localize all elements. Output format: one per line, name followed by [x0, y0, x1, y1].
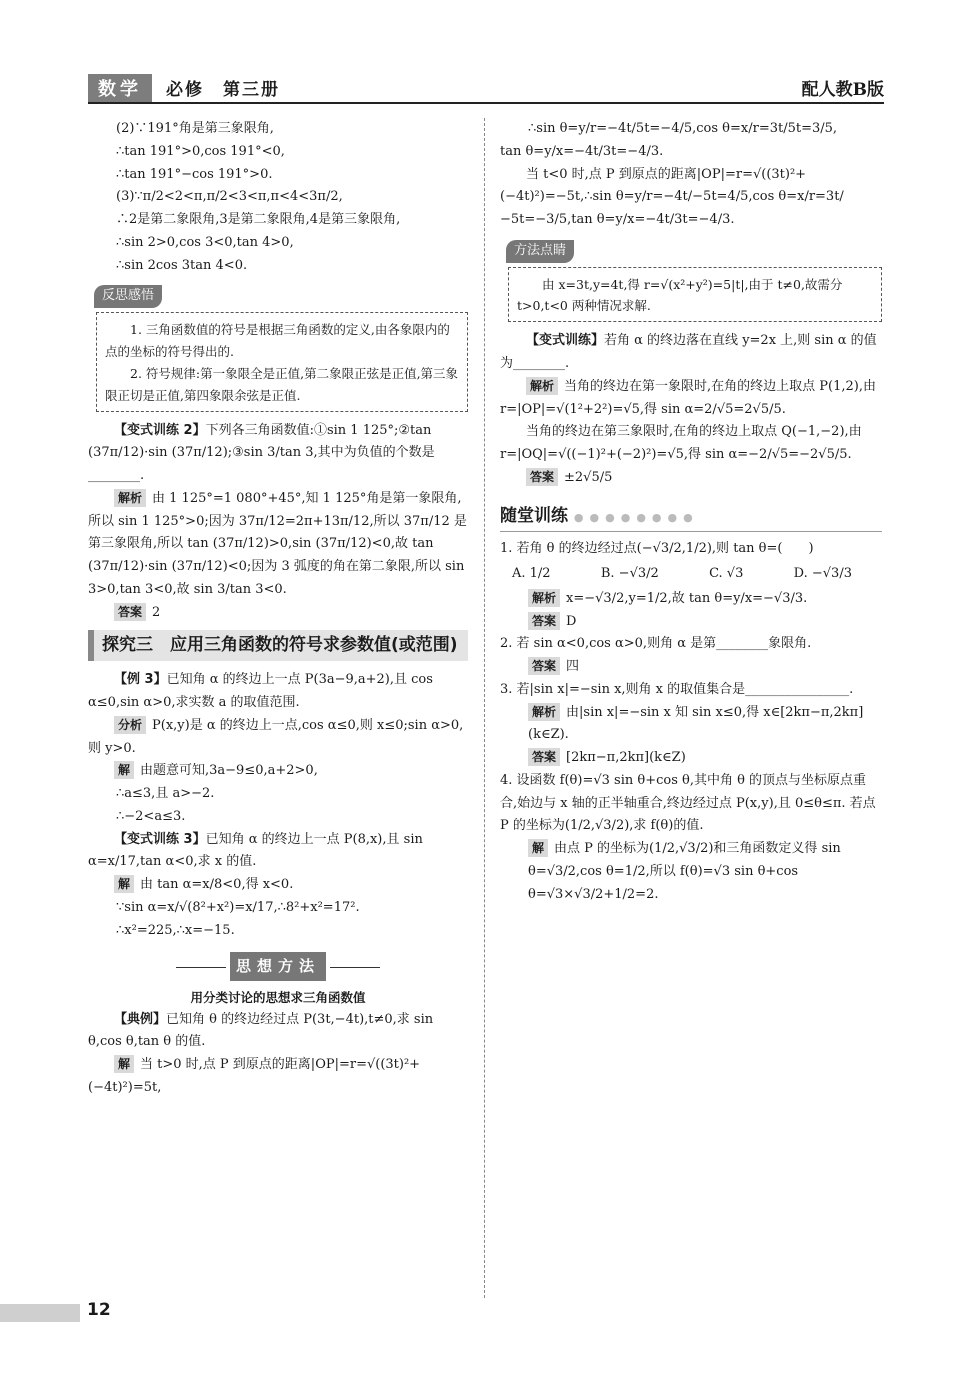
answer-label: 答案: [528, 657, 560, 675]
analysis-label: 解析: [528, 703, 560, 721]
decorative-dots: ●●●●●●●●: [573, 510, 699, 524]
q1-answer-value: D: [566, 613, 577, 629]
column-divider: [484, 118, 485, 1298]
tip-text: 由 x=3t,y=4t,得 r=√(x²+y²)=5|t|,由于 t≠0,故需分 t>0,t<0 两种情况求解.: [517, 276, 843, 314]
example3-analysis: [88, 715, 468, 761]
typical-text: 已知角 θ 的终边经过点 P(3t,−4t),t≠0,求 sin θ,cos θ,tan θ 的值.: [88, 1011, 434, 1050]
text-line: tan θ=y/x=−4t/3t=−4/3.: [500, 143, 664, 159]
variant-title: 【变式训练】: [526, 333, 605, 349]
tip-tag: 方法点睛: [506, 240, 574, 263]
option-c: C. √3: [709, 566, 744, 581]
page-header: [88, 68, 884, 104]
reflect-box: [96, 312, 468, 412]
subject-badge: 数学: [88, 74, 152, 102]
text-line: 当角的终边在第三象限时,在角的终边上取点 Q(−1,−2),由 r=|OQ|=√((−1)²+(−2)²)=√5,得 sin α=−2/√5=−2√5/5.: [500, 424, 862, 462]
solution-label: 解: [114, 875, 134, 893]
section-title: 探究三 应用三角函数的符号求参数值(或范围): [88, 630, 468, 661]
q1-analysis: [500, 588, 882, 611]
question-1: 1. 若角 θ 的终边经过点(−√3/2,1/2),则 tan θ=( ): [500, 541, 814, 557]
rule-line: [176, 967, 226, 968]
q3-analysis: [500, 702, 882, 748]
reflect-tag: 反思感悟: [94, 285, 162, 308]
variant2-text: 下列各三角函数值:①sin 1 125°;②tan (37π/12)·sin (37π/12);③sin 3/tan 3,其中为负值的个数是________.: [88, 422, 435, 483]
drill-heading: [500, 502, 882, 533]
q4-solution-text: 由点 P 的坐标为(1/2,√3/2)和三角函数定义得 sin θ=√3/2,cos θ=1/2,所以 f(θ)=√3 sin θ+cos θ=√3×√3/2+1/2=2.: [528, 841, 841, 902]
text-line: ∴−2<a≤3.: [116, 808, 186, 824]
variant-analysis-text: 当角的终边在第一象限时,在角的终边上取点 P(1,2),由 r=|OP|=√(1²+2²)=√5,得 sin α=2/√5=2√5/5.: [500, 378, 876, 417]
q3-analysis-text: 由|sin x|=−sin x 知 sin x≤0,得 x∈[2kπ−π,2kπ](k∈Z).: [528, 704, 864, 743]
variant-question: [500, 330, 882, 376]
text-line: (3)∵π/2<2<π,π/2<3<π,π<4<3π/2,: [116, 189, 343, 205]
footer-bar: [0, 1304, 80, 1322]
variant3-text: 已知角 α 的终边上一点 P(8,x),且 sin α=x/17,tan α<0,求 x 的值.: [88, 831, 423, 870]
question-1-options: [500, 561, 882, 588]
variant2-answer-value: 2: [152, 604, 161, 620]
variant2-question: [88, 420, 468, 488]
book-title: 必修 第三册: [166, 80, 280, 100]
left-column: [88, 118, 468, 1100]
variant2-title: 【变式训练 2】: [114, 422, 206, 438]
variant-answer-value: ±2√5/5: [564, 469, 613, 485]
right-column: [500, 118, 882, 906]
answer-label: 答案: [528, 748, 560, 766]
question-2: 2. 若 sin α<0,cos α>0,则角 α 是第________象限角.: [500, 636, 812, 652]
typical-solution-text: 当 t>0 时,点 P 到原点的距离|OP|=r=√((3t)²+(−4t)²)=5t,: [88, 1057, 421, 1095]
variant-text: 若角 α 的终边落在直线 y=2x 上,则 sin α 的值为________.: [500, 333, 877, 371]
answer-label: 答案: [528, 612, 560, 630]
text-line: ∴sin θ=y/r=−4t/5t=−4/5,cos θ=x/r=3t/5t=3/5,: [528, 121, 838, 136]
q4-solution: [500, 838, 882, 906]
analysis-label: 分析: [114, 716, 146, 734]
variant3-title: 【变式训练 3】: [114, 831, 206, 847]
typical-example: [88, 1009, 468, 1055]
method-subtitle: 用分类讨论的思想求三角函数值: [190, 989, 366, 1005]
text-line: ∵sin α=x/√(8²+x²)=x/17,∴8²+x²=17².: [116, 899, 360, 915]
example3-solution-text: 由题意可知,3a−9≤0,a+2>0,: [140, 763, 318, 779]
reflect-point: 1. 三角函数值的符号是根据三角函数的定义,由各象限内的点的坐标的符号得出的.: [105, 322, 450, 359]
analysis-label: 解析: [526, 377, 558, 395]
variant2-analysis: [88, 488, 468, 602]
example3-title: 【例 3】: [114, 672, 167, 688]
solution-label: 解: [528, 839, 548, 857]
variant3-question: [88, 829, 468, 875]
text-line: 当 t<0 时,点 P 到原点的距离|OP|=r=√((3t)²+(−4t)²)=−5t,∴sin θ=y/r=−4t/−5t=4/5,cos θ=x/r=3t/−5t=−3/5,tan θ=y/x=−4t/3t=−4/3.: [500, 166, 844, 227]
q2-answer: [500, 656, 882, 679]
typical-title: 【典例】: [114, 1011, 167, 1027]
example3-solution: [88, 760, 468, 783]
example3-text: 已知角 α 的终边上一点 P(3a−9,a+2),且 cos α≤0,sin α>0,求实数 a 的取值范围.: [88, 672, 433, 711]
question-3: 3. 若|sin x|=−sin x,则角 x 的取值集合是________________.: [500, 681, 854, 697]
variant-analysis: [500, 376, 882, 422]
variant3-solution: [88, 874, 468, 897]
example3-question: [88, 669, 468, 715]
method-title: 思想方法: [230, 952, 326, 980]
variant2-answer: [88, 602, 468, 625]
analysis-label: 解析: [114, 489, 146, 507]
q3-answer: [500, 747, 882, 770]
option-d: D. −√3/3: [793, 566, 852, 581]
q1-analysis-text: x=−√3/2,y=1/2,故 tan θ=y/x=−√3/3.: [566, 590, 808, 606]
variant2-analysis-text: 由 1 125°=1 080°+45°,知 1 125°角是第一象限角,所以 sin 1 125°>0;因为 37π/12=2π+13π/12,所以 37π/12 是第三象限角,所以 tan (37π/12)>0,sin (37π/12)<0,故 tan (37π/12)·sin (37π/12)<0;因为 3 弧度的角在第二象限,所以 sin 3>0,tan 3<0,故 sin 3/tan 3<0.: [88, 490, 467, 597]
rule-line: [330, 967, 380, 968]
text-line: ∴sin 2cos 3tan 4<0.: [116, 257, 248, 273]
method-heading: [88, 952, 468, 980]
text-line: ∴2是第二象限角,3是第二象限角,4是第三象限角,: [116, 212, 401, 227]
page-number: 12: [87, 1300, 111, 1320]
text-line: ∴x²=225,∴x=−15.: [116, 922, 235, 938]
answer-label: 答案: [114, 603, 146, 621]
drill-title: 随堂训练: [500, 505, 568, 526]
question-4: 4. 设函数 f(θ)=√3 sin θ+cos θ,其中角 θ 的顶点与坐标原点重合,始边与 x 轴的正半轴重合,终边经过点 P(x,y),且 0≤θ≤π. 若点 P 的坐标为(1/2,√3/2),求 f(θ)的值.: [500, 772, 876, 834]
typical-solution: [88, 1054, 468, 1100]
variant-answer: [500, 467, 882, 490]
reflect-point: 2. 符号规律:第一象限全是正值,第二象限正弦是正值,第三象限正切是正值,第四象限余弦是正值.: [105, 365, 459, 403]
edition-label: 配人教B版: [801, 80, 884, 100]
option-a: A. 1/2: [512, 566, 551, 581]
text-line: ∴tan 191°>0,cos 191°<0,: [116, 143, 285, 159]
tip-box: [508, 267, 882, 323]
q3-answer-value: [2kπ−π,2kπ](k∈Z): [566, 750, 686, 765]
example3-analysis-text: P(x,y)是 α 的终边上一点,cos α≤0,则 x≤0;sin α>0,则 y>0.: [88, 717, 464, 756]
answer-label: 答案: [526, 468, 558, 486]
text-line: ∴tan 191°−cos 191°>0.: [116, 166, 273, 182]
q1-answer: [500, 611, 882, 634]
analysis-label: 解析: [528, 589, 560, 607]
text-line: ∴a≤3,且 a>−2.: [116, 786, 215, 802]
q2-answer-value: 四: [566, 659, 580, 674]
text-line: (2)∵191°角是第三象限角,: [116, 121, 274, 136]
option-b: B. −√3/2: [600, 566, 659, 581]
solution-label: 解: [114, 761, 134, 779]
solution-label: 解: [114, 1055, 134, 1073]
text-line: ∴sin 2>0,cos 3<0,tan 4>0,: [116, 234, 294, 250]
variant3-solution-text: 由 tan α=x/8<0,得 x<0.: [140, 877, 294, 893]
